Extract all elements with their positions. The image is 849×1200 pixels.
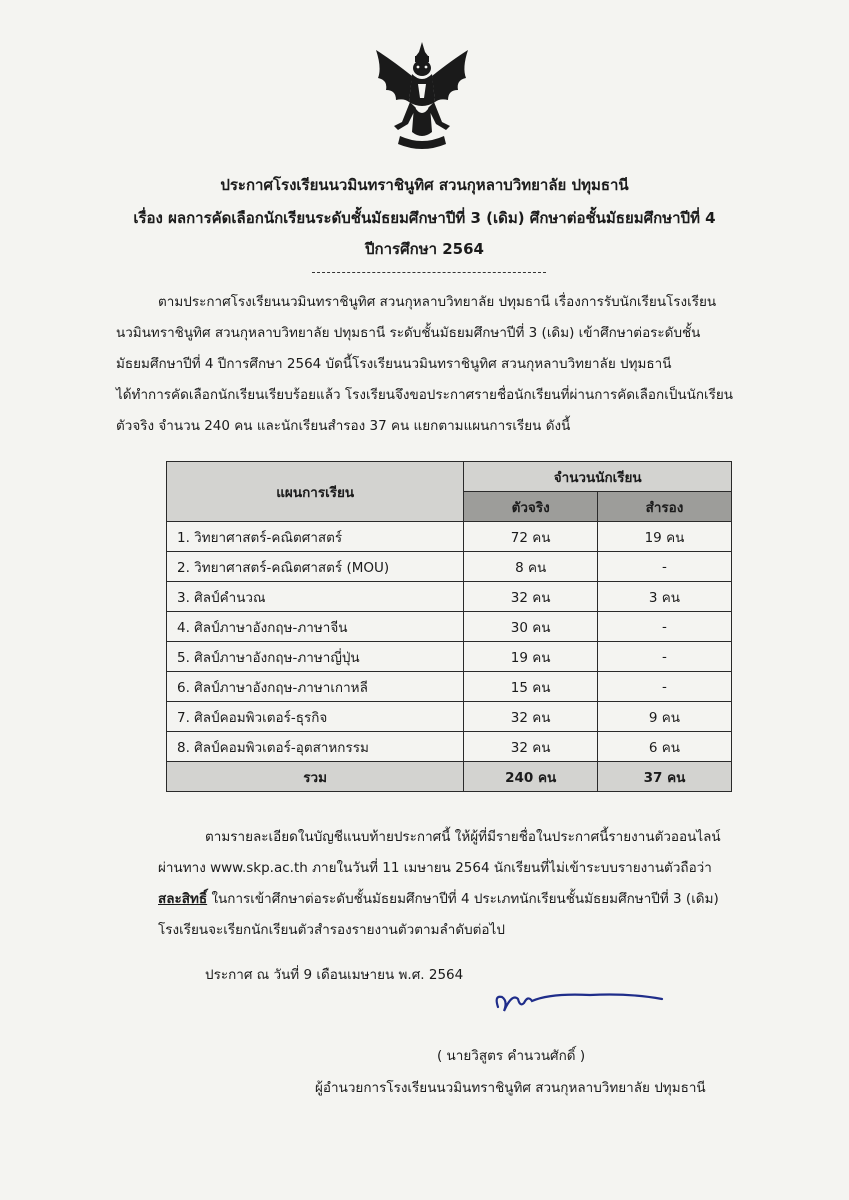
program-name: 7. ศิลป์คอมพิวเตอร์-ธุรกิจ: [167, 702, 464, 732]
table-row: [167, 702, 732, 732]
total-label: รวม: [167, 762, 464, 792]
details-line-2: ผ่านทาง www.skp.ac.th ภายในวันที่ 11 เมษายน 2564 นักเรียนที่ไม่เข้าระบบรายงานตัวถือว่า: [158, 860, 712, 876]
table-row: [167, 612, 732, 642]
intro-line-2: นวมินทราชินูทิศ สวนกุหลาบวิทยาลัย ปทุมธานี ระดับชั้นมัธยมศึกษาปีที่ 3 (เดิม) เข้าศึกษาต่อระดับชั้น: [116, 325, 701, 341]
total-reserve: 37 คน: [597, 762, 731, 792]
program-name: 8. ศิลป์คอมพิวเตอร์-อุตสาหกรรม: [167, 732, 464, 762]
forfeit-text: สละสิทธิ์: [158, 891, 208, 907]
intro-line-4: ได้ทำการคัดเลือกนักเรียนเรียบร้อยแล้ว โรงเรียนจึงขอประกาศรายชื่อนักเรียนที่ผ่านการคัดเลือกเป็นนักเรียน: [116, 387, 734, 403]
main-count: 32 คน: [464, 702, 598, 732]
reserve-count: 3 คน: [597, 582, 731, 612]
table-row: [167, 552, 732, 582]
main-count: 15 คน: [464, 672, 598, 702]
header-student-count: จำนวนนักเรียน: [464, 462, 732, 492]
intro-line-1: ตามประกาศโรงเรียนนวมินทราชินูทิศ สวนกุหลาบวิทยาลัย ปทุมธานี เรื่องการรับนักเรียนโรงเรียน: [158, 294, 717, 310]
table-row: [167, 642, 732, 672]
table-row: [167, 582, 732, 612]
reserve-count: 9 คน: [597, 702, 731, 732]
table-total-row: [167, 762, 732, 792]
total-main: 240 คน: [464, 762, 598, 792]
reserve-count: -: [597, 642, 731, 672]
reserve-count: -: [597, 552, 731, 582]
program-name: 3. ศิลป์คำนวณ: [167, 582, 464, 612]
academic-year: ปีการศึกษา 2564: [365, 240, 484, 258]
results-table: [166, 461, 732, 792]
main-count: 8 คน: [464, 552, 598, 582]
header-program: แผนการเรียน: [167, 462, 464, 522]
program-name: 1. วิทยาศาสตร์-คณิตศาสตร์: [167, 522, 464, 552]
header-main: ตัวจริง: [464, 492, 598, 522]
program-name: 2. วิทยาศาสตร์-คณิตศาสตร์ (MOU): [167, 552, 464, 582]
signer-title: ผู้อำนวยการโรงเรียนนวมินทราชินูทิศ สวนกุหลาบวิทยาลัย ปทุมธานี: [315, 1080, 706, 1096]
announce-date: ประกาศ ณ วันที่ 9 เดือนเมษายน พ.ศ. 2564: [205, 967, 464, 983]
reserve-count: 19 คน: [597, 522, 731, 552]
title-divider: [312, 272, 546, 273]
details-line-3: [158, 884, 719, 915]
table-row: [167, 522, 732, 552]
main-count: 19 คน: [464, 642, 598, 672]
main-count: 32 คน: [464, 582, 598, 612]
reserve-count: 6 คน: [597, 732, 731, 762]
garuda-emblem-icon: [372, 40, 472, 155]
announcement-title: ประกาศโรงเรียนนวมินทราชินูทิศ สวนกุหลาบวิทยาลัย ปทุมธานี: [220, 176, 629, 194]
handwritten-signature-icon: [490, 985, 670, 1025]
details-line-3-rest: ในการเข้าศึกษาต่อระดับชั้นมัธยมศึกษาปีที่ 4 ประเภทนักเรียนชั้นมัธยมศึกษาปีที่ 3 (เดิม): [207, 891, 719, 907]
program-name: 4. ศิลป์ภาษาอังกฤษ-ภาษาจีน: [167, 612, 464, 642]
reserve-count: -: [597, 672, 731, 702]
details-line-4: โรงเรียนจะเรียกนักเรียนตัวสำรองรายงานตัวตามลำดับต่อไป: [158, 922, 505, 938]
table-row: [167, 732, 732, 762]
main-count: 32 คน: [464, 732, 598, 762]
program-name: 5. ศิลป์ภาษาอังกฤษ-ภาษาญี่ปุ่น: [167, 642, 464, 672]
announcement-subject: เรื่อง ผลการคัดเลือกนักเรียนระดับชั้นมัธยมศึกษาปีที่ 3 (เดิม) ศึกษาต่อชั้นมัธยมศึกษาปีที่ 4: [133, 209, 716, 227]
table-header-row: [167, 462, 732, 492]
intro-line-5: ตัวจริง จำนวน 240 คน และนักเรียนสำรอง 37 คน แยกตามแผนการเรียน ดังนี้: [116, 418, 571, 434]
details-line-1: ตามรายละเอียดในบัญชีแนบท้ายประกาศนี้ ให้ผู้ที่มีรายชื่อในประกาศนี้รายงานตัวออนไลน์: [205, 829, 721, 845]
program-name: 6. ศิลป์ภาษาอังกฤษ-ภาษาเกาหลี: [167, 672, 464, 702]
main-count: 30 คน: [464, 612, 598, 642]
table-row: [167, 672, 732, 702]
signer-name: ( นายวิสูตร คำนวนศักดิ์ ): [437, 1048, 586, 1064]
header-reserve: สำรอง: [597, 492, 731, 522]
main-count: 72 คน: [464, 522, 598, 552]
intro-line-3: มัธยมศึกษาปีที่ 4 ปีการศึกษา 2564 บัดนี้โรงเรียนนวมินทราชินูทิศ สวนกุหลาบวิทยาลัย ปทุมธานี: [116, 356, 672, 372]
reserve-count: -: [597, 612, 731, 642]
